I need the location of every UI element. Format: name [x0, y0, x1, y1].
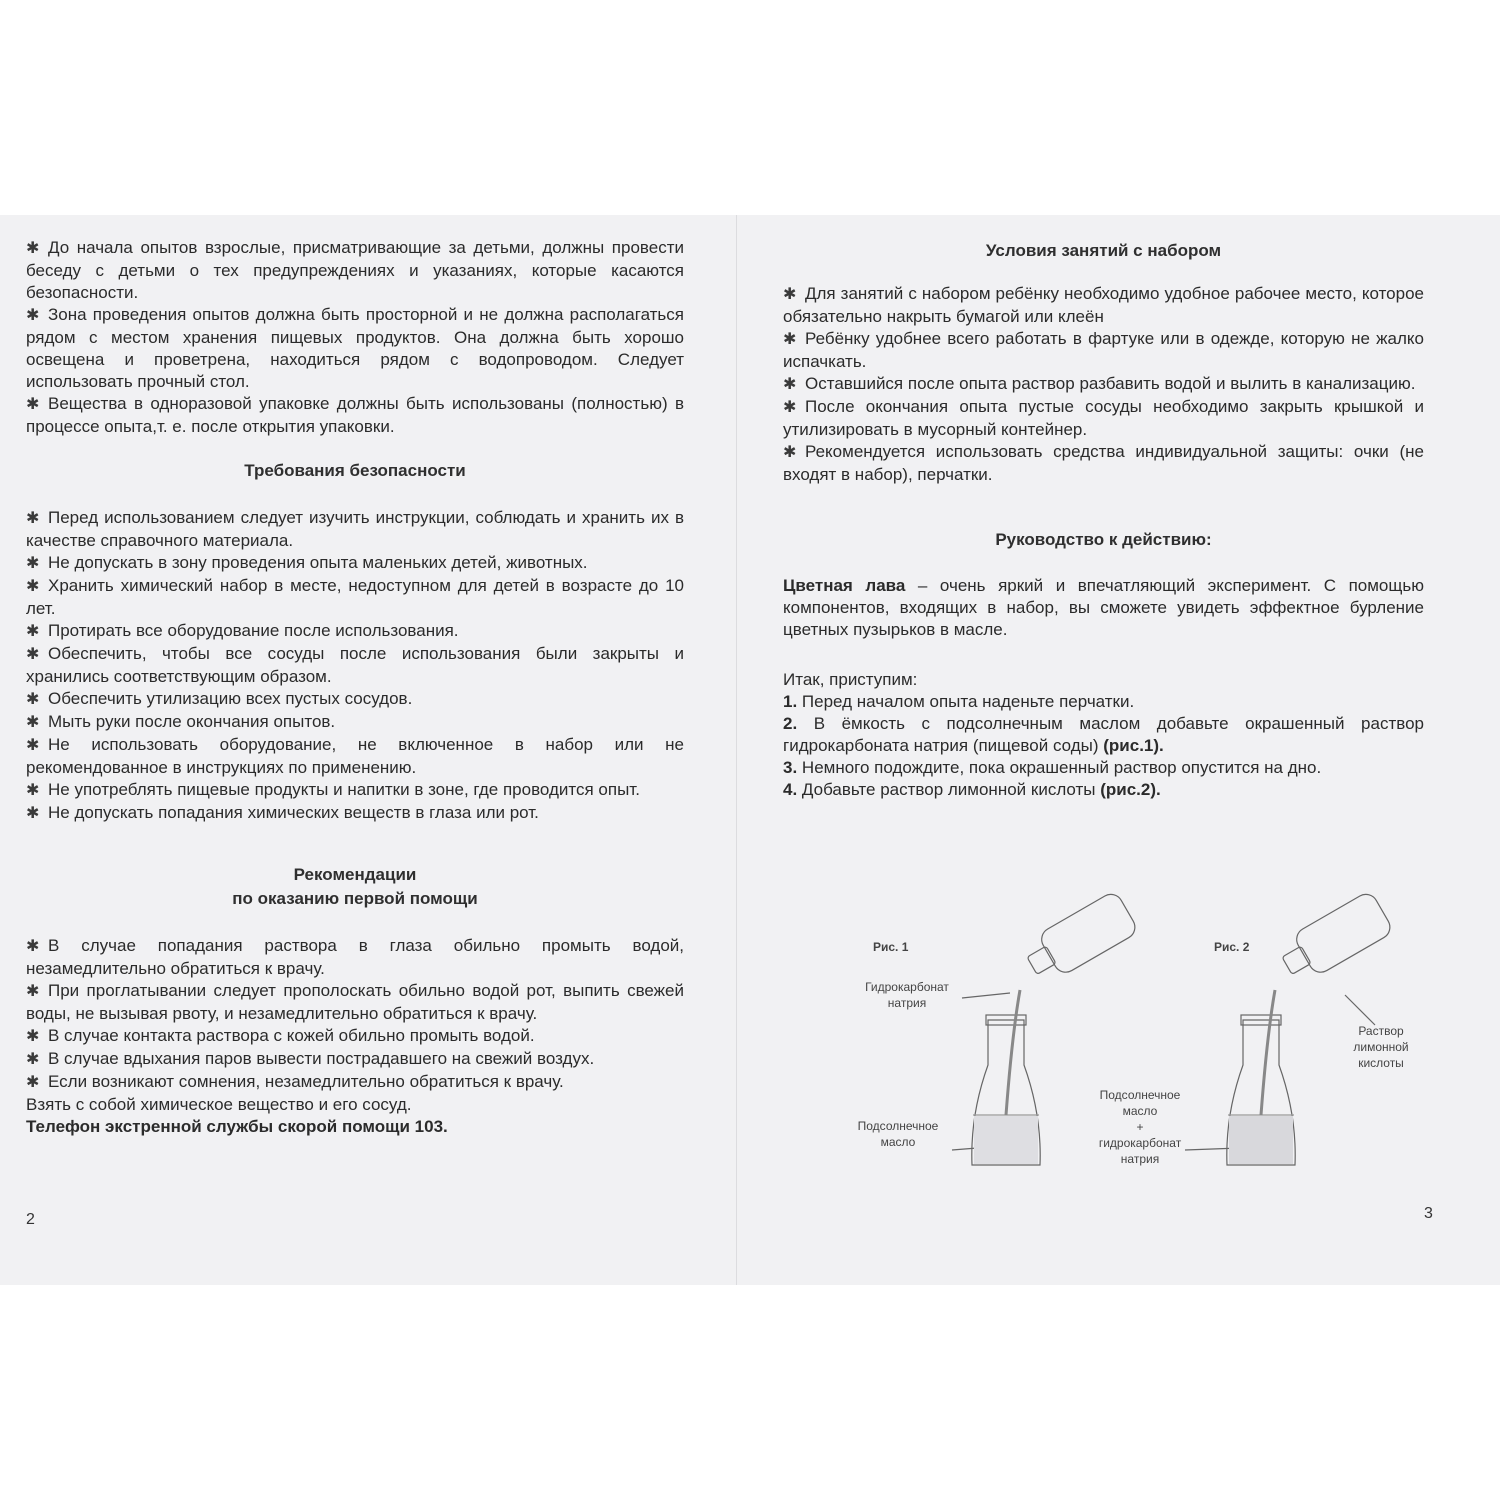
- intro-block: [26, 237, 684, 438]
- bullet-star-icon: ✱: [26, 1051, 40, 1068]
- bullet-star-icon: ✱: [26, 691, 40, 708]
- safety-item: ✱ Обеспечить, чтобы все сосуды после использования были закрыты и хранились соответствующим образом.: [26, 644, 684, 686]
- page-number-left: 2: [26, 1211, 35, 1228]
- bullet-star-icon: ✱: [26, 555, 40, 572]
- pouring-stream: [1006, 990, 1020, 1115]
- bullet-star-icon: ✱: [26, 983, 40, 1000]
- safety-item: ✱ Не использовать оборудование, не включенное в набор или не рекомендованное в инструкциях по применению.: [26, 735, 684, 777]
- guide-heading: Руководство к действию:: [995, 530, 1212, 549]
- intro-item: ✱ Вещества в одноразовой упаковке должны быть использованы (полностью) в процессе опыта,т. е. после открытия упаковки.: [26, 394, 684, 436]
- bullet-star-icon: ✱: [26, 646, 40, 663]
- intro-item: ✱ Зона проведения опытов должна быть просторной и не должна располагаться рядом с местом хранения пищевых продуктов. Она должна быть хорошо освещена и проветрена, находиться рядом с водопроводом. Следует использовать прочный стол.: [26, 305, 684, 391]
- figure-2-title: Рис. 2: [1214, 940, 1250, 954]
- page-number-right: 3: [1424, 1205, 1433, 1222]
- firstaid-item: ✱ Если возникают сомнения, незамедлительно обратиться к врачу.: [26, 1071, 684, 1094]
- bullet-star-icon: ✱: [26, 510, 40, 527]
- firstaid-heading: Рекомендации: [293, 865, 417, 884]
- bullet-star-icon: ✱: [26, 240, 40, 257]
- bullet-star-icon: ✱: [783, 399, 797, 416]
- oil-fill: [974, 1116, 1038, 1164]
- bullet-star-icon: ✱: [26, 396, 40, 413]
- figure-2-label-mixture: Подсолнечное масло + гидрокарбонат натрия: [1098, 1088, 1182, 1166]
- bullet-star-icon: ✱: [26, 578, 40, 595]
- figure-2-illustration: [1195, 915, 1415, 1185]
- bullet-star-icon: ✱: [783, 286, 797, 303]
- bullet-star-icon: ✱: [26, 938, 40, 955]
- conditions-heading: Условия занятий с набором: [985, 241, 1222, 260]
- firstaid-tail: Взять с собой химическое вещество и его сосуд.: [26, 1095, 412, 1114]
- safety-list: [26, 507, 684, 825]
- safety-item: ✱ Протирать все оборудование после использования.: [26, 620, 684, 643]
- bullet-star-icon: ✱: [26, 1028, 40, 1045]
- bullet-star-icon: ✱: [783, 444, 797, 461]
- step-item: 3. Немного подождите, пока окрашенный раствор опустится на дно.: [783, 758, 1322, 777]
- safety-item: ✱ Хранить химический набор в месте, недоступном для детей в возрасте до 10 лет.: [26, 576, 684, 618]
- steps-block: [783, 669, 1424, 801]
- firstaid-item: ✱ В случае контакта раствора с кожей обильно промыть водой.: [26, 1025, 684, 1048]
- step-item: 1. Перед началом опыта наденьте перчатки.: [783, 692, 1135, 711]
- firstaid-item: ✱ При проглатывании следует прополоскать обильно водой рот, выпить свежей воды, не вызывая рвоту, и незамедлительно обратиться к врачу.: [26, 981, 684, 1023]
- emergency-phone: Телефон экстренной службы скорой помощи 103.: [26, 1117, 448, 1136]
- conditions-item: ✱ Оставшийся после опыта раствор разбавить водой и вылить в канализацию.: [783, 373, 1424, 396]
- booklet-spread: [0, 215, 1500, 1285]
- pouring-stream: [1261, 990, 1275, 1115]
- firstaid-list: [26, 935, 684, 1138]
- conditions-item: ✱ Для занятий с набором ребёнку необходимо удобное рабочее место, которое обязательно накрыть бумагой или клеён: [783, 284, 1424, 326]
- bullet-star-icon: ✱: [783, 331, 797, 348]
- bullet-star-icon: ✱: [26, 782, 40, 799]
- safety-item: ✱ Не допускать попадания химических веществ в глаза или рот.: [26, 802, 684, 825]
- bullet-star-icon: ✱: [783, 376, 797, 393]
- bullet-star-icon: ✱: [26, 1074, 40, 1091]
- safety-item: ✱ Перед использованием следует изучить инструкции, соблюдать и хранить их в качестве справочного материала.: [26, 508, 684, 550]
- steps-intro: Итак, приступим:: [783, 670, 918, 689]
- intro-item: ✱ До начала опытов взрослые, присматривающие за детьми, должны провести беседу с детьми о тех предупреждениях и указаниях, которые касаются безопасности.: [26, 238, 684, 302]
- conditions-item: ✱ Рекомендуется использовать средства индивидуальной защиты: очки (не входят в набор), перчатки.: [783, 442, 1424, 484]
- conditions-item: ✱ Ребёнку удобнее всего работать в фартуке или в одежде, которую не жалко испачкать.: [783, 329, 1424, 371]
- bullet-star-icon: ✱: [26, 805, 40, 822]
- leader-line: [1345, 995, 1375, 1025]
- bullet-star-icon: ✱: [26, 737, 40, 754]
- page-fold: [736, 215, 737, 1285]
- mixture-fill: [1229, 1116, 1293, 1164]
- tilted-bottle: [1275, 890, 1394, 987]
- safety-item: ✱ Мыть руки после окончания опытов.: [26, 711, 684, 734]
- step-item: 4. Добавьте раствор лимонной кислоты (рис.2).: [783, 780, 1161, 799]
- bullet-star-icon: ✱: [26, 714, 40, 731]
- firstaid-item: ✱ В случае вдыхания паров вывести пострадавшего на свежий воздух.: [26, 1048, 684, 1071]
- firstaid-item: ✱ В случае попадания раствора в глаза обильно промыть водой, незамедлительно обратиться к врачу.: [26, 936, 684, 978]
- safety-item: ✱ Не употреблять пищевые продукты и напитки в зоне, где проводится опыт.: [26, 779, 684, 802]
- safety-item: ✱ Не допускать в зону проведения опыта маленьких детей, животных.: [26, 552, 684, 575]
- leader-line: [962, 993, 1010, 998]
- conditions-list: [783, 283, 1424, 486]
- safety-heading: Требования безопасности: [244, 461, 466, 480]
- figure-1-title: Рис. 1: [873, 940, 909, 954]
- figure-1-label-oil: Подсолнечное масло: [857, 1119, 939, 1149]
- bullet-star-icon: ✱: [26, 623, 40, 640]
- figure-2-label-citric: Раствор лимонной кислоты: [1353, 1024, 1409, 1070]
- step-item: 2. В ёмкость с подсолнечным маслом добавьте окрашенный раствор гидрокарбоната натрия (пищевой соды) (рис.1).: [783, 714, 1424, 755]
- conditions-item: ✱ После окончания опыта пустые сосуды необходимо закрыть крышкой и утилизировать в мусорный контейнер.: [783, 397, 1424, 439]
- lava-name: Цветная лава: [783, 576, 906, 595]
- tilted-bottle: [1020, 890, 1139, 987]
- firstaid-subheading: по оказанию первой помощи: [232, 889, 478, 908]
- bullet-star-icon: ✱: [26, 307, 40, 324]
- lava-description: Цветная лава – очень яркий и впечатляющий эксперимент. С помощью компонентов, входящих в набор, вы сможете увидеть эффектное бурление цветных пузырьков в масле.: [783, 576, 1424, 639]
- safety-item: ✱ Обеспечить утилизацию всех пустых сосудов.: [26, 688, 684, 711]
- figure-1-label-bicarbonate: Гидрокарбонат натрия: [865, 980, 949, 1010]
